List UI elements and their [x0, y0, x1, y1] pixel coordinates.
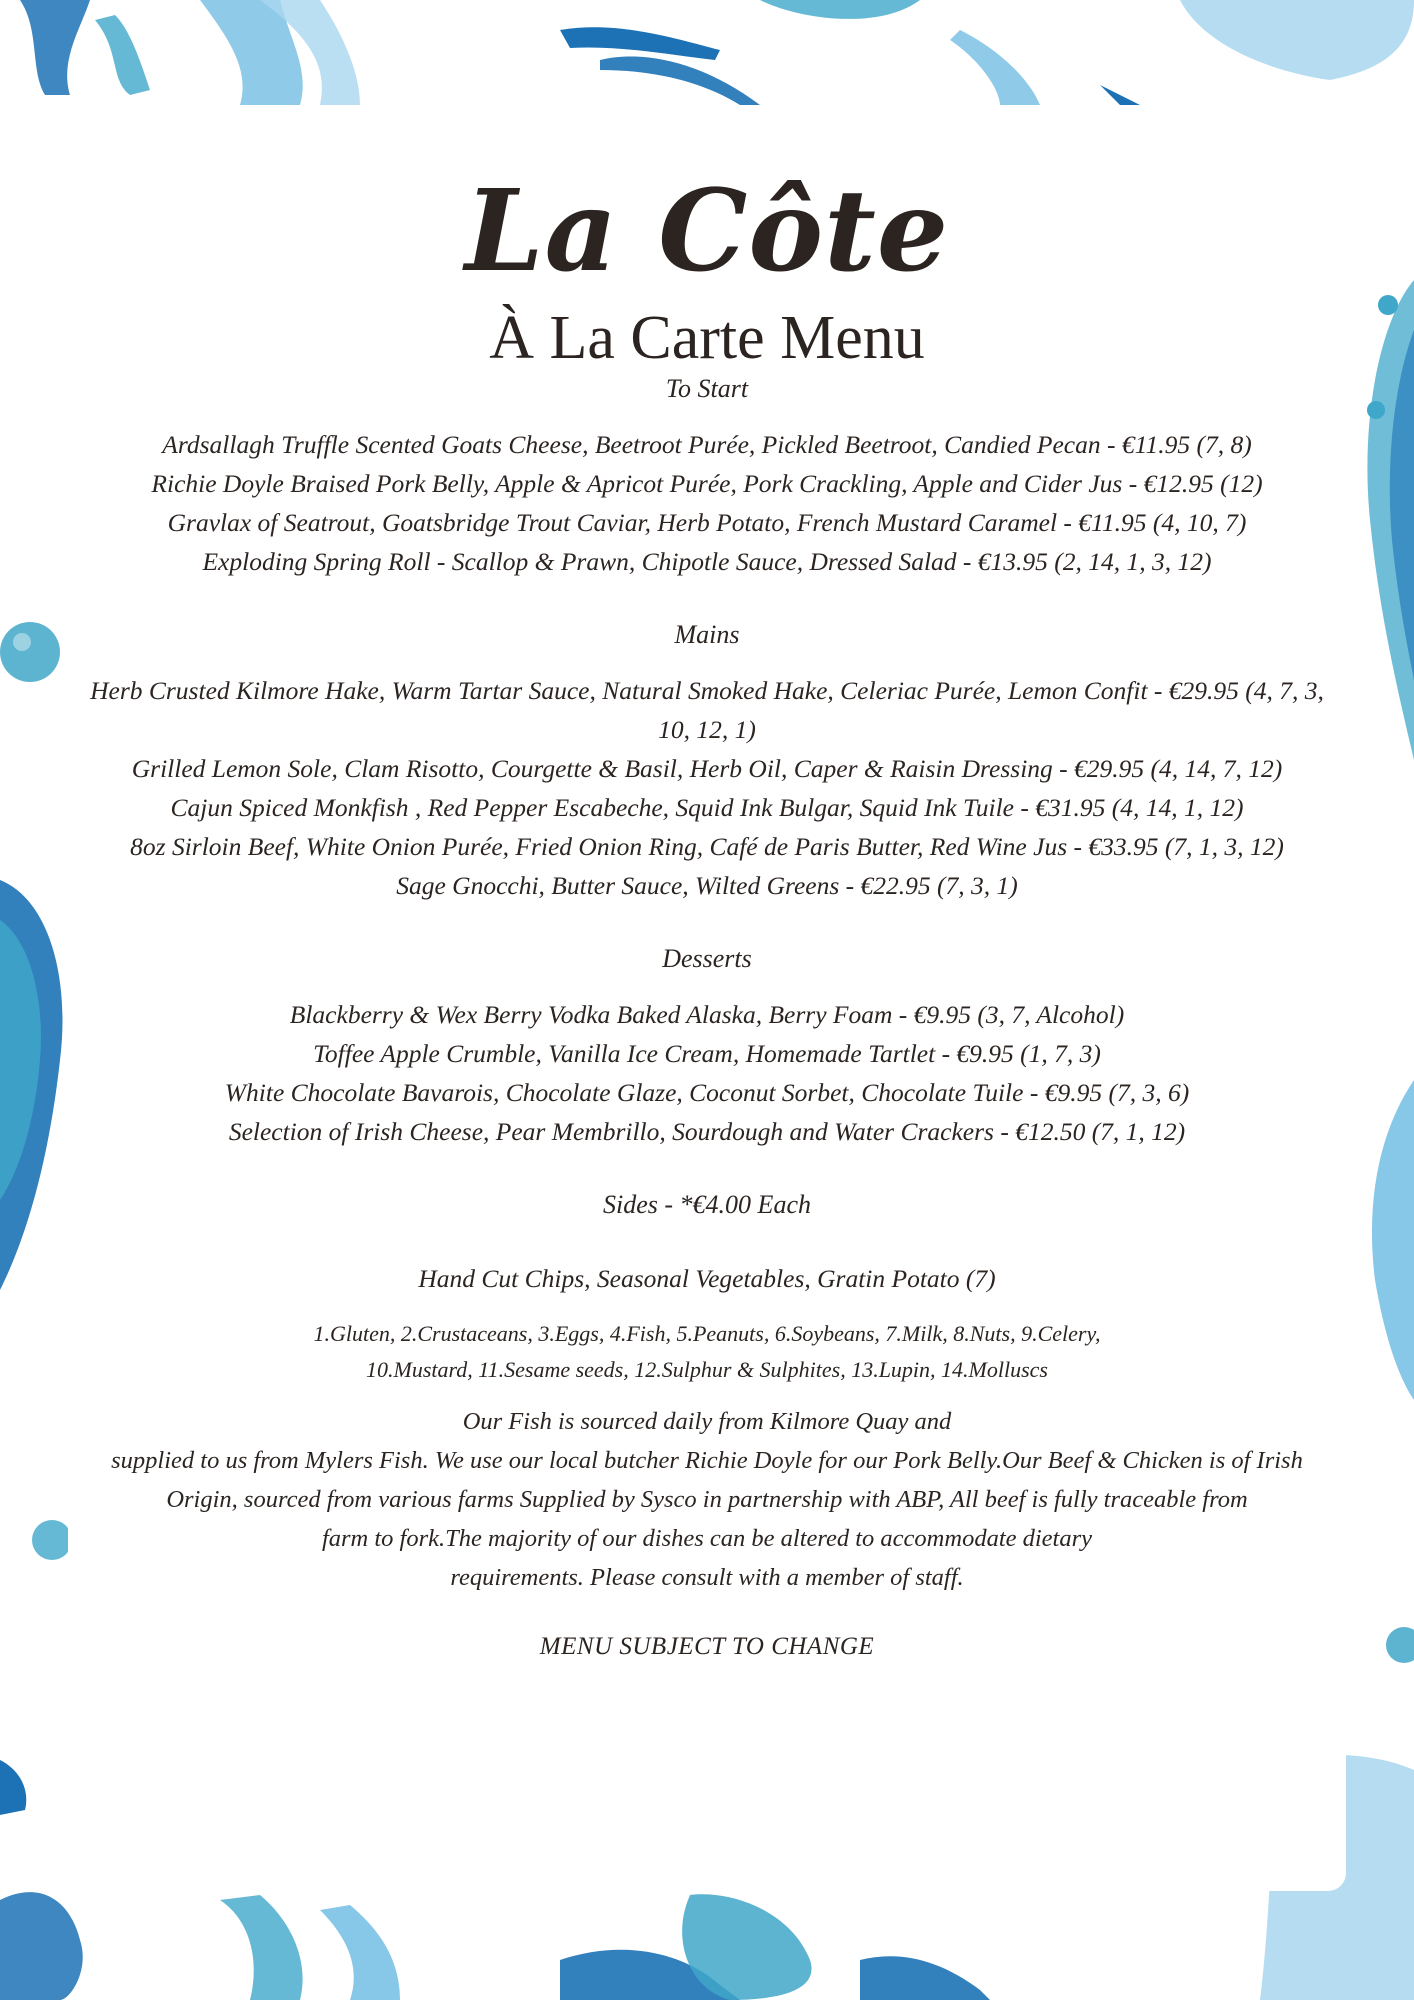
main-item: Sage Gnocchi, Butter Sauce, Wilted Greens - €22.95 (7, 3, 1) [396, 871, 1018, 900]
bottom-seaweed-decoration [0, 1892, 990, 2000]
sourcing-line: Origin, sourced from various farms Supplied by Sysco in partnership with ABP, All beef is fully traceable from [166, 1486, 1248, 1513]
dessert-item: White Chocolate Bavarois, Chocolate Glaze, Coconut Sorbet, Chocolate Tuile - €9.95 (7, 3, 6) [224, 1078, 1190, 1107]
left-side-decoration [0, 622, 72, 1815]
side-item: Hand Cut Chips, Seasonal Vegetables, Gratin Potato (7) [418, 1264, 996, 1293]
dessert-item: Toffee Apple Crumble, Vanilla Ice Cream, Homemade Tartlet - €9.95 (1, 7, 3) [313, 1039, 1101, 1068]
allergen-line: 10.Mustard, 11.Sesame seeds, 12.Sulphur & Sulphites, 13.Lupin, 14.Molluscs [366, 1357, 1048, 1382]
dessert-item: Selection of Irish Cheese, Pear Membrillo, Sourdough and Water Crackers - €12.50 (7, 1, 12) [228, 1117, 1186, 1146]
section-title-mains: Mains [674, 620, 740, 649]
main-item: Cajun Spiced Monkfish , Red Pepper Escabeche, Squid Ink Bulgar, Squid Ink Tuile - €31.95 (4, 14, 1, 12) [170, 793, 1244, 822]
starter-item: Richie Doyle Braised Pork Belly, Apple & Apricot Purée, Pork Crackling, Apple and Cider Jus - €12.95 (12) [151, 469, 1263, 498]
starter-item: Gravlax of Seatrout, Goatsbridge Trout Caviar, Herb Potato, French Mustard Caramel - €11.95 (4, 10, 7) [167, 508, 1247, 537]
allergen-line: 1.Gluten, 2.Crustaceans, 3.Eggs, 4.Fish, 5.Peanuts, 6.Soybeans, 7.Milk, 8.Nuts, 9.Celery, [313, 1321, 1101, 1346]
sourcing-line: requirements. Please consult with a member of staff. [450, 1564, 964, 1591]
main-item: Grilled Lemon Sole, Clam Risotto, Courgette & Basil, Herb Oil, Caper & Raisin Dressing - €29.95 (4, 14, 7, 12) [131, 754, 1283, 783]
restaurant-logo: La Côte [464, 166, 950, 297]
main-item: 8oz Sirloin Beef, White Onion Purée, Fried Onion Ring, Café de Paris Butter, Red Wine Jus - €33.95 (7, 1, 3, 12) [130, 832, 1284, 861]
menu-footer-notice: MENU SUBJECT TO CHANGE [539, 1633, 875, 1660]
section-title-desserts: Desserts [662, 944, 752, 973]
top-seaweed-decoration [20, 0, 1414, 105]
menu-content [68, 107, 1346, 1663]
menu-title: À La Carte Menu [489, 304, 925, 372]
allergen-legend [68, 1316, 1346, 1388]
desserts-section [68, 943, 1346, 1151]
starter-item: Exploding Spring Roll - Scallop & Prawn, Chipotle Sauce, Dressed Salad - €13.95 (2, 14, 1, 3, 12) [202, 547, 1212, 576]
sourcing-line: Our Fish is sourced daily from Kilmore Quay and [462, 1408, 952, 1435]
sourcing-line: supplied to us from Mylers Fish. We use our local butcher Richie Doyle for our Pork Belly.Our Beef & Chicken is of Irish [111, 1447, 1303, 1474]
sourcing-line: farm to fork.The majority of our dishes can be altered to accommodate dietary [321, 1525, 1093, 1552]
sides-section [68, 1189, 1346, 1298]
mains-section [68, 619, 1346, 905]
section-title-sides: Sides - *€4.00 Each [603, 1190, 811, 1219]
dessert-item: Blackberry & Wex Berry Vodka Baked Alaska, Berry Foam - €9.95 (3, 7, Alcohol) [289, 1000, 1125, 1029]
sourcing-note [68, 1402, 1346, 1597]
section-title-starters: To Start [665, 374, 749, 403]
starter-item: Ardsallagh Truffle Scented Goats Cheese, Beetroot Purée, Pickled Beetroot, Candied Pecan - €11.95 (7, 8) [162, 430, 1252, 459]
main-item: Herb Crusted Kilmore Hake, Warm Tartar Sauce, Natural Smoked Hake, Celeriac Purée, Lemon Confit - €29.95 (4, 7, 3, 10, 12, 1) [90, 676, 1324, 744]
starters-section [68, 373, 1346, 581]
